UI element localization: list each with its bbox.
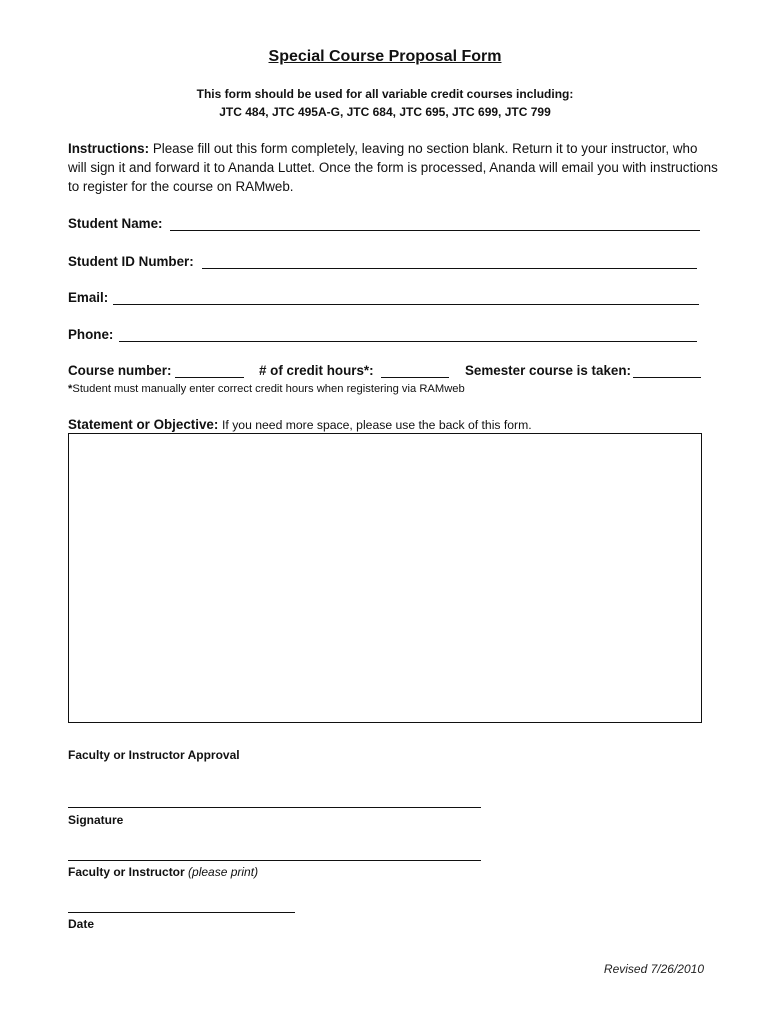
form-subtitle-line1: This form should be used for all variable credit courses including:	[196, 87, 574, 101]
course-number-label: Course number:	[68, 363, 172, 378]
semester-field[interactable]	[633, 377, 701, 378]
course-number-field[interactable]	[175, 377, 244, 378]
student-name-label: Student Name:	[68, 216, 163, 231]
signature-field[interactable]	[68, 807, 481, 808]
date-field[interactable]	[68, 912, 295, 913]
signature-label: Signature	[68, 813, 124, 827]
semester-label: Semester course is taken:	[465, 363, 631, 378]
student-id-field[interactable]	[202, 268, 697, 269]
email-field[interactable]	[113, 304, 699, 305]
credit-note-star: *	[68, 383, 73, 395]
instructions	[68, 139, 718, 196]
credit-hours-label: # of credit hours*:	[259, 363, 374, 378]
email-label: Email:	[68, 290, 109, 305]
instructor-name-field[interactable]	[68, 860, 481, 861]
student-id-label: Student ID Number:	[68, 254, 194, 269]
student-name-field[interactable]	[170, 230, 700, 231]
form-title: Special Course Proposal Form	[268, 48, 502, 65]
statement-textarea[interactable]	[68, 433, 702, 723]
statement-heading	[68, 417, 532, 432]
instructor-label-group	[68, 865, 258, 879]
instructor-hint: (please print)	[188, 865, 259, 879]
instructions-label: Instructions:	[68, 141, 150, 156]
approval-heading: Faculty or Instructor Approval	[68, 748, 240, 762]
instructor-label: Faculty or Instructor	[68, 865, 185, 879]
statement-label: Statement or Objective:	[68, 417, 219, 432]
instructions-text: Please fill out this form completely, leaving no section blank. Return it to your instructor, who will sign it and forward it to Ananda Luttet. Once the form is processed, Ananda will email you with instructions to register for the course on RAMweb.	[68, 141, 718, 194]
form-subtitle-line2: JTC 484, JTC 495A-G, JTC 684, JTC 695, JTC 699, JTC 799	[219, 105, 551, 119]
credit-hours-note	[68, 383, 465, 395]
statement-hint: If you need more space, please use the back of this form.	[222, 418, 532, 432]
phone-field[interactable]	[119, 341, 697, 342]
date-label: Date	[68, 917, 95, 931]
credit-note-text: Student must manually enter correct credit hours when registering via RAMweb	[72, 383, 465, 395]
credit-hours-field[interactable]	[381, 377, 449, 378]
phone-label: Phone:	[68, 327, 114, 342]
revised-date: Revised 7/26/2010	[603, 962, 704, 976]
